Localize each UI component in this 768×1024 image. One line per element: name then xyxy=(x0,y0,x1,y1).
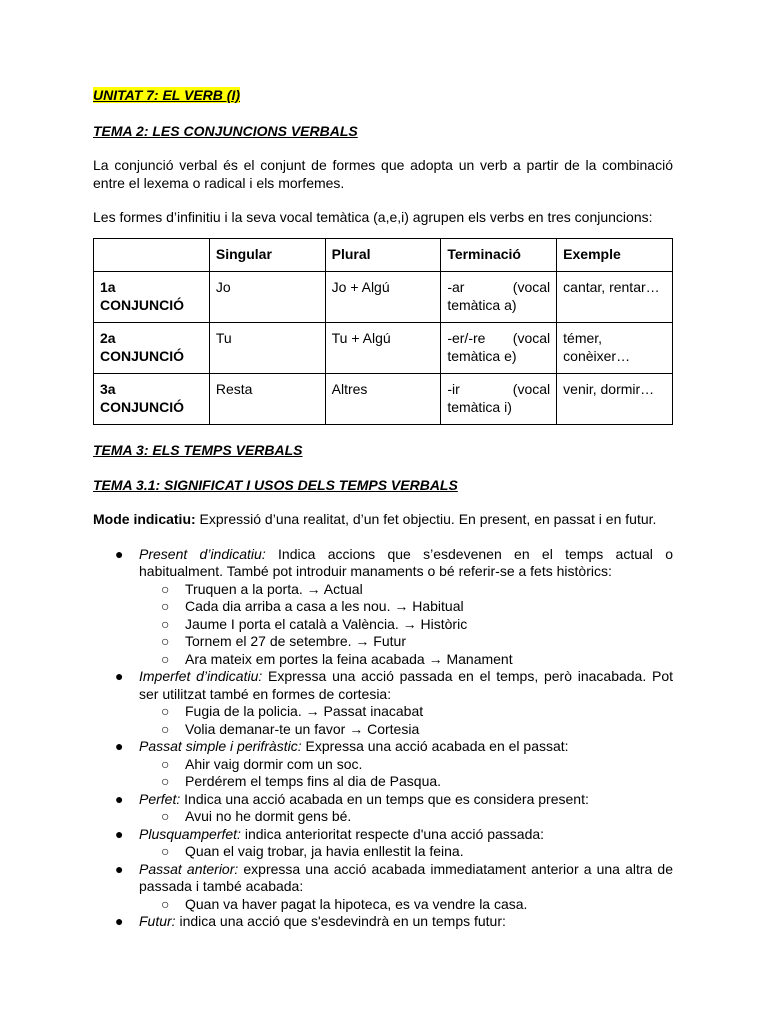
singular-cell: Tu xyxy=(209,323,325,374)
row-label: 3a CONJUNCIÓ xyxy=(94,374,210,425)
examples-list xyxy=(139,756,673,791)
termination-cell: -ir (vocal temàtica i) xyxy=(441,374,557,425)
example-text: Volia demanar-te un favor → Cortesia xyxy=(185,720,420,737)
circle-bullet-icon: ○ xyxy=(161,633,170,649)
table-header-cell: Exemple xyxy=(557,238,673,272)
table-row xyxy=(94,272,673,323)
examples-list xyxy=(139,843,673,861)
list-item xyxy=(139,773,673,791)
row-label: 1a CONJUNCIÓ xyxy=(94,272,210,323)
list-item-perfect xyxy=(93,791,673,826)
table-header-row xyxy=(94,238,673,272)
theme2-title xyxy=(93,123,673,141)
bullet-icon: ● xyxy=(115,545,124,562)
list-item xyxy=(139,598,673,616)
singular-cell: Resta xyxy=(209,374,325,425)
examples-list xyxy=(139,808,673,826)
theme2-title-text: TEMA 2: LES CONJUNCIONS VERBALS xyxy=(93,122,358,139)
plural-cell: Jo + Algú xyxy=(325,272,441,323)
bullet-icon: ● xyxy=(115,913,124,929)
example-cell: cantar, rentar… xyxy=(557,272,673,323)
list-item xyxy=(139,581,673,599)
indicative-text: Expressió d’una realitat, d’un fet objectiu. En present, en passat i en futur. xyxy=(195,511,657,527)
example-text: Jaume I porta el català a València. → Històric xyxy=(185,615,468,632)
conjugations-table xyxy=(93,238,673,426)
list-item xyxy=(139,703,673,721)
example-text: Quan el vaig trobar, ja havia enllestit la feina. xyxy=(185,843,464,859)
list-item xyxy=(139,616,673,634)
example-text: Ara mateix em portes la feina acabada → Manament xyxy=(185,650,513,667)
tense-name: Passat anterior: xyxy=(139,860,239,877)
tense-description: Indica accions que s’esdevenen en el temps actual o habitualment. També pot introduir manaments o bé referir-se a fets històrics: xyxy=(139,545,674,579)
tense-description: Expressa una acció passada en el temps, però inacabada. Pot ser utilitzat també en formes de cortesia: xyxy=(139,668,673,702)
example-text: Quan va haver pagat la hipoteca, es va vendre la casa. xyxy=(185,895,528,912)
circle-bullet-icon: ○ xyxy=(161,895,170,912)
examples-list xyxy=(139,581,673,669)
indicative-label: Mode indicatiu: xyxy=(93,511,196,527)
list-item xyxy=(139,721,673,739)
example-text: Fugia de la policia. → Passat inacabat xyxy=(185,703,424,719)
indicative-paragraph xyxy=(93,511,673,529)
list-item-future xyxy=(93,913,673,931)
tenses-list xyxy=(93,546,673,931)
row-label: 2a CONJUNCIÓ xyxy=(94,323,210,374)
list-item xyxy=(139,808,673,826)
bullet-icon: ● xyxy=(115,825,124,842)
plural-cell: Altres xyxy=(325,374,441,425)
tense-name: Passat simple i perifràstic: xyxy=(139,738,302,754)
list-item xyxy=(139,896,673,914)
tense-description: indica anterioritat respecte d'una acció passada: xyxy=(240,825,545,842)
table-header-cell xyxy=(94,238,210,272)
circle-bullet-icon: ○ xyxy=(161,720,170,737)
conjugations-paragraph: Les formes d’infinitiu i la seva vocal temàtica (a,e,i) agrupen els verbs en tres conjuncions: xyxy=(93,209,653,225)
circle-bullet-icon: ○ xyxy=(161,598,170,614)
list-item xyxy=(139,651,673,669)
circle-bullet-icon: ○ xyxy=(161,650,170,667)
tense-description: Indica una acció acabada en un temps que es considera present: xyxy=(180,790,589,807)
bullet-icon: ● xyxy=(115,790,124,807)
list-item-present xyxy=(93,546,673,669)
table-row xyxy=(94,323,673,374)
example-text: Avui no he dormit gens bé. xyxy=(185,808,352,824)
unit-title-text: UNITAT 7: EL VERB (I) xyxy=(93,87,240,103)
tense-name: Futur: xyxy=(139,913,176,929)
tense-name: Perfet: xyxy=(139,790,181,807)
document-content xyxy=(93,87,673,931)
tense-description: Expressa una acció acabada en el passat: xyxy=(301,738,569,754)
tense-name: Imperfet d’indicatiu: xyxy=(139,668,263,684)
list-item-imperfect xyxy=(93,668,673,738)
examples-list xyxy=(139,896,673,914)
unit-title xyxy=(93,87,673,105)
list-item xyxy=(139,843,673,861)
bullet-icon: ● xyxy=(115,860,124,877)
table-header-cell: Plural xyxy=(325,238,441,272)
example-cell: venir, dormir… xyxy=(557,374,673,425)
theme31-title-text: TEMA 3.1: SIGNIFICAT I USOS DELS TEMPS VERBALS xyxy=(93,476,458,493)
circle-bullet-icon: ○ xyxy=(161,615,170,632)
theme3-title xyxy=(93,442,673,460)
table-row xyxy=(94,374,673,425)
examples-list xyxy=(139,703,673,738)
termination-cell: -ar (vocal temàtica a) xyxy=(441,272,557,323)
circle-bullet-icon: ○ xyxy=(161,773,170,789)
termination-cell: -er/-re (vocal temàtica e) xyxy=(441,323,557,374)
tense-description: expressa una acció acabada immediatament anterior a una altra de passada i també acabada: xyxy=(139,860,673,894)
example-text: Perdérem el temps fins al dia de Pasqua. xyxy=(185,773,442,789)
tense-description: indica una acció que s'esdevindrà en un temps futur: xyxy=(175,913,506,929)
circle-bullet-icon: ○ xyxy=(161,808,170,824)
theme3-title-text: TEMA 3: ELS TEMPS VERBALS xyxy=(93,442,303,458)
list-item-pluperfect xyxy=(93,826,673,861)
list-item xyxy=(139,756,673,774)
example-text: Tornem el 27 de setembre. → Futur xyxy=(185,633,406,649)
singular-cell: Jo xyxy=(209,272,325,323)
example-text: Truquen a la porta. → Actual xyxy=(185,580,363,597)
example-text: Cada dia arriba a casa a les nou. → Habitual xyxy=(185,598,464,614)
list-item xyxy=(139,633,673,651)
bullet-icon: ● xyxy=(115,668,124,684)
list-item-past-anterior xyxy=(93,861,673,914)
circle-bullet-icon: ○ xyxy=(161,580,170,597)
circle-bullet-icon: ○ xyxy=(161,843,170,859)
plural-cell: Tu + Algú xyxy=(325,323,441,374)
circle-bullet-icon: ○ xyxy=(161,703,170,719)
tense-name: Present d’indicatiu: xyxy=(139,545,266,562)
example-cell: témer, conèixer… xyxy=(557,323,673,374)
tense-name: Plusquamperfet: xyxy=(139,825,241,842)
intro-paragraph: La conjunció verbal és el conjunt de formes que adopta un verb a partir de la combinació entre el lexema o radical i els morfemes. xyxy=(93,157,673,191)
table-header-cell: Singular xyxy=(209,238,325,272)
circle-bullet-icon: ○ xyxy=(161,755,170,772)
theme31-title xyxy=(93,477,673,495)
table-header-cell: Terminació xyxy=(441,238,557,272)
example-text: Ahir vaig dormir com un soc. xyxy=(185,755,363,772)
bullet-icon: ● xyxy=(115,738,124,754)
list-item-simple-past xyxy=(93,738,673,791)
